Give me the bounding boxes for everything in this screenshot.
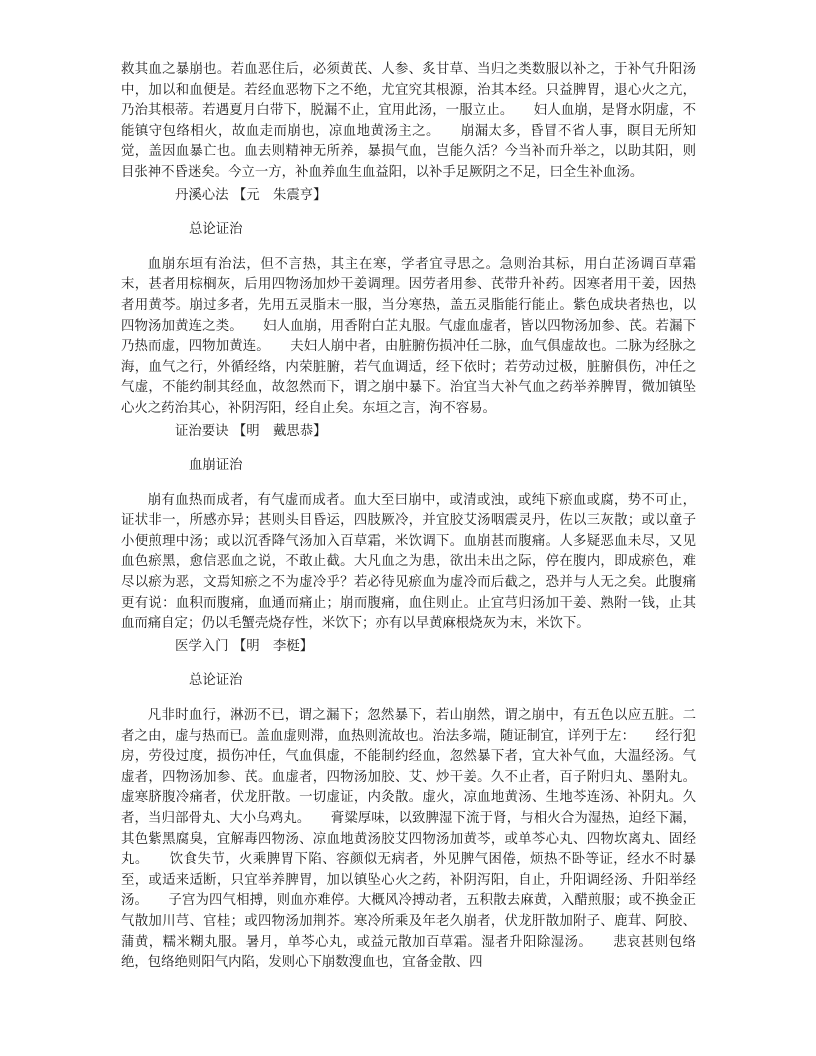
body-paragraph: 崩有血热而成者，有气虚而成者。血大至曰崩中，或清或浊，或纯下瘀血或腐，势不可止，证状非一，所感亦异；甚则头目昏运，四肢厥冷，并宜胶艾汤咽震灵丹，佐以三灰散；或以童子小便煎理中汤；或以沉香降气汤加入百草霜，米饮调下。血崩甚而腹痛。人多疑恶血未尽，又见血色瘀黑，愈信恶血之说，不敢止截。大凡血之为患，欲出未出之际，停在腹内，即成瘀色，难尽以瘀为恶，文焉知瘀之不为虚冷乎？若必待见瘀血为虚冷而后截之，恐并与人无之矣。此腹痛更有说：血积而腹痛，血通而痛止；崩而腹痛，血住则止。止宜芎归汤加干姜、熟附一钱，止其血而痛自定；仍以毛蟹壳烧存性，米饮下；亦有以早黄麻根烧灰为末，米饮下。 [121, 492, 696, 632]
section-heading: 血崩证治 [189, 458, 243, 474]
body-paragraph: 血崩东垣有治法，但不言热，其主在寒，学者宜寻思之。急则治其标，用白芷汤调百草霜末，甚者用棕榈灰，后用四物汤加炒干姜调理。因劳者用参、芪带升补药。因寒者用干姜，因热者用黄芩。崩过多者，先用五灵脂末一服，当分寒热，盖五灵脂能行能止。紫色成块者热也，以四物汤加黄连之类。 妇人血崩，用香附白芷丸服。气虚血虚者，皆以四物汤加参、芪。若漏下乃热而虚，四物加黄连。 夫妇人崩中者，由脏腑伤损冲任二脉，血气俱虚故也。二脉为经脉之海，血气之行，外循经络，内荣脏腑，若气血调适，经下依时；若劳动过极，脏腑俱伤，冲任之气虚，不能约制其经血，故忽然而下，谓之崩中暴下。治宜当大补气血之药举养脾胃，微加镇坠心火之药治其心，补阴泻阳，经自止矣。东垣之言，洵不容易。 [121, 256, 696, 416]
body-paragraph: 救其血之暴崩也。若血恶住后，必须黄芪、人参、炙甘草、当归之类数服以补之，于补气升阳汤中，加以和血便是。若经血恶物下之不绝，尤宜究其根源，治其本经。只益脾胃，退心火之亢，乃治其根蒂。若遇夏月白带下，脱漏不止，宜用此汤，一服立止。 妇人血崩，是肾水阴虚，不能镇守包络相火，故血走而崩也，凉血地黄汤主之。 崩漏太多，昏冒不省人事，瞑目无所知觉，盖因血暴亡也。血去则精神无所养，暴损气血，岂能久活？今当补而升举之，以助其阳，则目张神不昏迷矣。今立一方，补血养血生血益阳，以补手足厥阴之不足，曰全生补血汤。 [121, 62, 696, 180]
source-citation: 证治要诀 【明 戴思恭】 [175, 423, 327, 439]
source-citation: 医学入门 【明 李梃】 [175, 638, 314, 654]
document-page [121, 60, 696, 974]
source-citation: 丹溪心法 【元 朱震亨】 [175, 187, 327, 203]
body-paragraph: 凡非时血行，淋沥不已，谓之漏下；忽然暴下，若山崩然，谓之崩中，有五色以应五脏。二者之由，虚与热而已。盖血虚则滞，血热则流故也。治法多端，随证制宜，详列于左： 经行犯房，劳役过度，损伤冲任，气血俱虚，不能制约经血，忽然暴下者，宜大补气血，大温经汤。气虚者，四物汤加参、芪。血虚者，四物汤加胶、艾、炒干姜。久不止者，百子附归丸、墨附丸。虚寒脐腹冷痛者，伏龙肝散。一切虚证，内灸散。虚火，凉血地黄汤、生地芩连汤、补阴丸。久者，当归部骨丸、大小乌鸡丸。 膏粱厚味，以致脾湿下流于肾，与相火合为湿热，迫经下漏，其色紫黑腐臭，宜解毒四物汤、凉血地黄汤胶艾四物汤加黄芩，或单芩心丸、四物坎离丸、固经丸。 饮食失节，火乘脾胃下陷、容颜似无病者，外见脾气困倦，烦热不卧等证，经水不时暴至，或适来适断，只宜举养脾胃，加以镇坠心火之药，补阴泻阳，自止，升阳调经汤、升阳举经汤。 子宫为四气相搏，则血亦难停。大概风冷搏动者，五积散去麻黄，入醋煎服；或不换金正气散加川芎、官桂；或四物汤加荆芥。寒冷所乘及年老久崩者，伏龙肝散加附子、鹿茸、阿胶、蒲黄，糯米糊丸服。暑月，单芩心丸，或益元散加百草霜。湿者升阳除湿汤。 悲哀甚则包络绝，包络绝则阳气内陷，发则心下崩数溲血也，宜备金散、四 [121, 708, 696, 971]
section-heading: 总论证治 [189, 673, 243, 689]
section-heading: 总论证治 [189, 222, 243, 238]
